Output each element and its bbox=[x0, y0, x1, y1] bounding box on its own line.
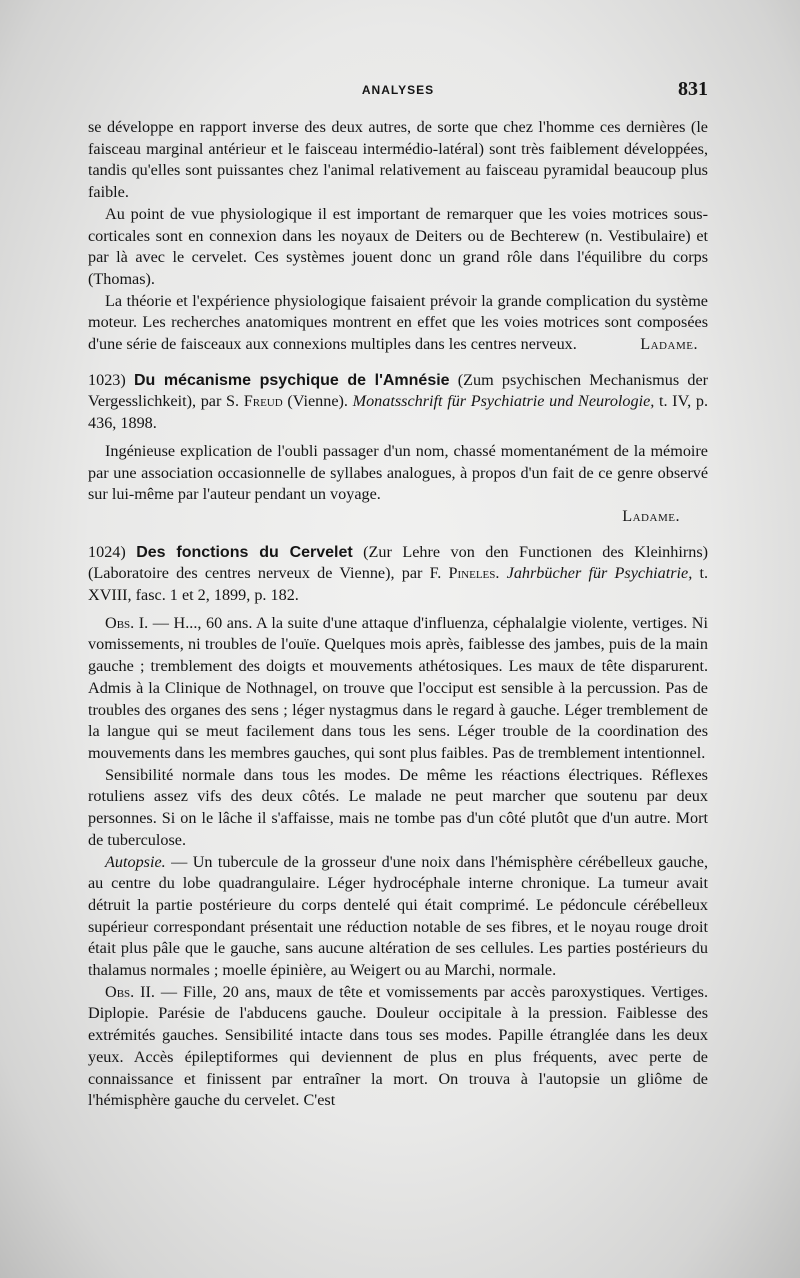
body-text bbox=[88, 117, 708, 1112]
paragraph: se développe en rapport inverse des deux autres, de sorte que chez l'homme ces dernières (le faisceau marginal antérieur et le faisceau intermédio-latéral) sont très faiblement développées, tandis qu'elles sont puissantes chez l'animal relativement au faisceau pyramidal beaucoup plus faible. bbox=[88, 118, 708, 202]
entry-description: (Zur Lehre von den Functionen des Kleinhirns) (Laboratoire des centres nerveux de Vienne), par bbox=[88, 542, 709, 583]
signature: Ladame. bbox=[640, 335, 698, 354]
entry-description-cont: (Vienne). bbox=[287, 392, 348, 411]
paragraph: Sensibilité normale dans tous les modes. De même les réactions électriques. Réflexes rotuliens assez vifs des deux côtés. Le malade ne peut marcher que soutenu par deux personnes. Si on le lâche il s'affaisse, mais ne tombe pas d'un côté plutôt que d'un autre. Mort de tuberculose. bbox=[88, 765, 708, 849]
entry-journal: Monatsschrift für Psychiatrie und Neurologie, bbox=[352, 392, 655, 411]
autopsy-text: — Un tubercule de la grosseur d'une noix dans l'hémisphère cérébelleux gauche, au centre du lobe quadrangulaire. Léger hydrocéphale interne chronique. La tumeur avait détruit la partie postérieure du corps dentelé qui était comprimé. Le pédoncule cérébelleux supérieur correspondant présentait une réduction notable de ses fibres, et le noyau rouge droit était plus pâle que le gauche, sans aucune altération de ses cellules. Les parties postérieurs du thalamus normales ; moelle épinière, au Weigert ou au Marchi, normale. bbox=[88, 852, 708, 980]
entry-title: Des fonctions du Cervelet bbox=[136, 543, 353, 561]
observation-label: Obs. I. bbox=[105, 613, 149, 632]
entry-1024-heading bbox=[88, 542, 708, 607]
observation-2 bbox=[88, 982, 708, 1112]
entry-author: F. Pineles. bbox=[429, 564, 500, 583]
autopsy-label: Autopsie. bbox=[105, 852, 166, 871]
entry-description: (Zum psychischen Mechanismus der Vergesslichkeit), par bbox=[88, 370, 709, 411]
entry-1023-heading bbox=[88, 370, 708, 435]
signature: Ladame. bbox=[622, 506, 680, 525]
page-header bbox=[88, 78, 708, 100]
entry-body: Ingénieuse explication de l'oubli passager d'un nom, chassé momentanément de la mémoire par une association occasionnelle de syllabes analogues, à propos d'un fait de ce genre observé sur lui-même par l'auteur pendant un voyage. bbox=[88, 441, 708, 504]
entry-number: 1024) bbox=[88, 542, 126, 561]
running-title: ANALYSES bbox=[361, 83, 435, 97]
entry-journal: Jahrbücher für Psychiatrie, bbox=[506, 564, 693, 583]
entry-title: Du mécanisme psychique de l'Amnésie bbox=[133, 371, 450, 389]
observation-label: Obs. II. bbox=[105, 982, 155, 1001]
paragraph bbox=[88, 291, 708, 356]
observation-text: — H..., 60 ans. A la suite d'une attaque d'influenza, céphalalgie violente, vertiges. Ni vomissements, ni troubles de l'ouïe. Quelques mois après, faiblesse des jambes, puis de la main gauche ; tremblement des doigts et mouvements athétosiques. Les maux de tête disparurent. Admis à la Clinique de Nothnagel, on trouve que l'occiput est sensible à la percussion. Pas de troubles des organes des sens ; léger nystagmus dans le regard à gauche. Léger tremblement de la langue qui se meut facilement dans tous les sens. Léger trouble de la coordination des mouvements dans les membres gauches, qui sont plus faibles. Pas de tremblement intentionnel. bbox=[88, 613, 708, 762]
entry-author: S. Freud bbox=[226, 392, 283, 411]
entry-reference: t. IV, p. 436, 1898. bbox=[88, 392, 709, 433]
entry-reference: t. XVIII, fasc. 1 et 2, 1899, p. 182. bbox=[88, 564, 709, 605]
autopsy-paragraph bbox=[88, 852, 708, 982]
page-number: 831 bbox=[678, 78, 708, 100]
paragraph-text: La théorie et l'expérience physiologique faisaient prévoir la grande complication du système moteur. Les recherches anatomiques montrent en effet que les voies motrices sont composées d'une série de faisceaux aux connexions multiples dans les centres nerveux. bbox=[88, 291, 708, 354]
entry-number: 1023) bbox=[88, 370, 126, 389]
observation-text: — Fille, 20 ans, maux de tête et vomissements par accès paroxystiques. Vertiges. Diplopie. Parésie de l'abducens gauche. Douleur occipitale à la pression. Faiblesse des extrémités gauches. Sensibilité intacte dans tous ses modes. Papille étranglée dans les deux yeux. Accès épileptiformes qui deviennent de plus en plus fréquents, avec perte de connaissance et finissent par entraîner la mort. On trouva à l'autopsie un gliôme de l'hémisphère gauche du cervelet. C'est bbox=[88, 982, 708, 1110]
observation-1 bbox=[88, 613, 708, 765]
paragraph: Au point de vue physiologique il est important de remarquer que les voies motrices sous-corticales sont en connexion dans les noyaux de Deiters ou de Bechterew (n. Vestibulaire) et par là avec le cervelet. Ces systèmes jouent donc un grand rôle dans l'équilibre du corps (Thomas). bbox=[88, 204, 708, 288]
